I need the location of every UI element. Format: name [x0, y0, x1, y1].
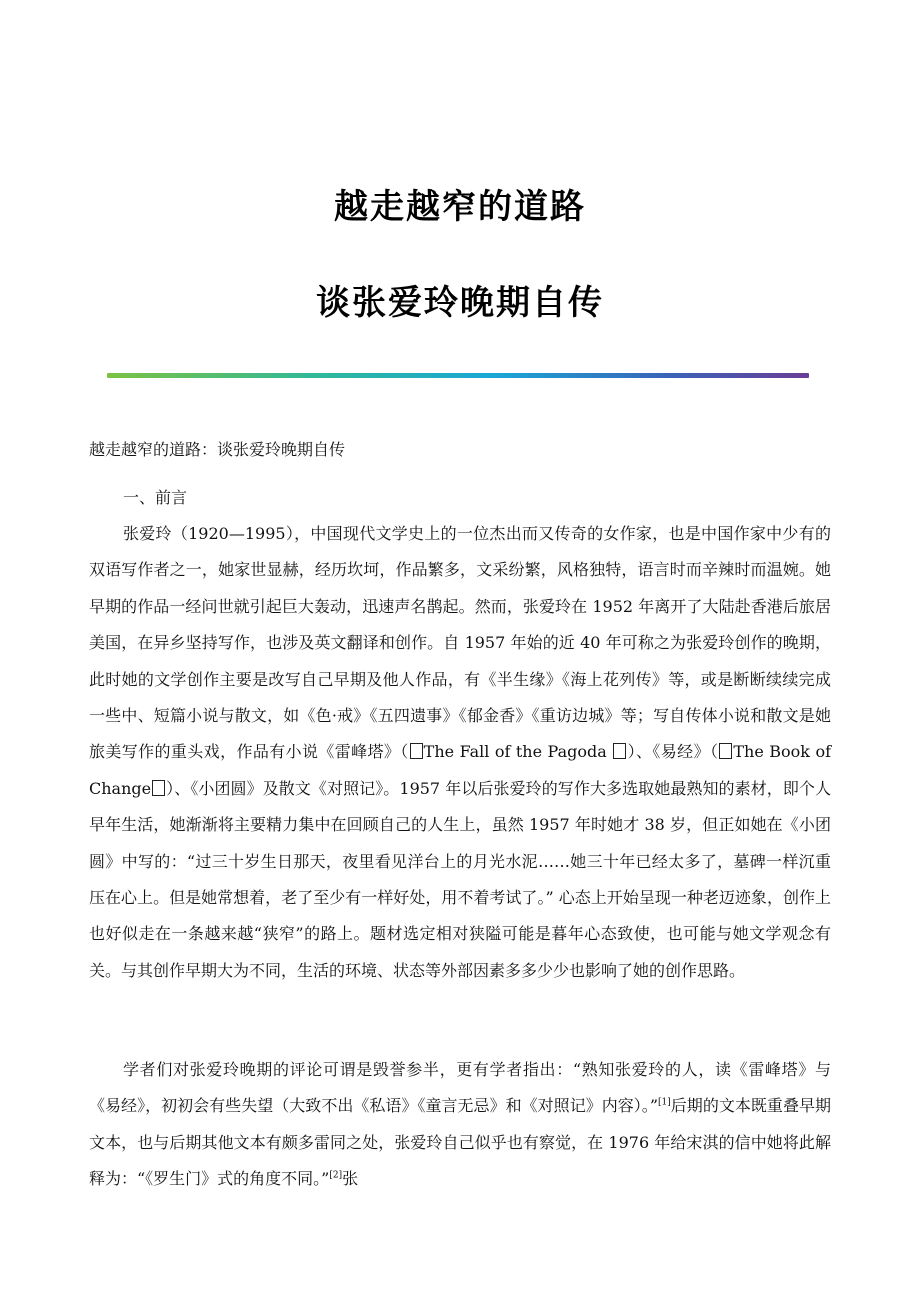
gradient-divider [107, 373, 809, 378]
paragraph-text: 后期的文本既重叠早期文本，也与后期其他文本有颇多雷同之处，张爱玲自己似乎也有察觉，在 1976 年给宋淇的信中她将此解释为：“《罗生门》式的角度不同。” [89, 1096, 831, 1189]
missing-glyph-box [719, 743, 732, 759]
document-title-line-2: 谈张爱玲晚期自传 [316, 283, 604, 323]
paragraph-text: 学者们对张爱玲晚期的评论可谓是毁誉参半，更有学者指出：“熟知张爱玲的人，读《雷峰塔》与《易经》，初初会有些失望（大致不出《私语》《童言无忌》和《对照记》内容）。” [89, 1060, 831, 1116]
missing-glyph-box [152, 780, 165, 796]
body-paragraph-2 [89, 1052, 831, 1198]
paragraph-text: 张爱玲（1920—1995），中国现代文学史上的一位杰出而又传奇的女作家，也是中国作家中少有的双语写作者之一，她家世显赫，经历坎坷，作品繁多，文采纷繁，风格独特，语言时而辛辣时而温婉。她早期的作品一经问世就引起巨大轰动，迅速声名鹊起。然而，张爱玲在 1952 年离开了大陆赴香港后旅居美国，在异乡坚持写作，也涉及英文翻译和创作。自 1957 年始的近 40 年可称之为张爱玲创作的晚期，此时她的文学创作主要是改写自己早期及他人作品，有《半生缘》《海上花列传》等，或是断断续续完成一些中、短篇小说与散文，如《色·戒》《五四遗事》《郁金香》《重访边城》等；写自传体小说和散文是她旅美写作的重头戏，作品有小说《雷峰塔》（ [89, 524, 831, 762]
footnote-ref-1[interactable]: [1] [658, 1098, 671, 1109]
missing-glyph-box [613, 743, 626, 759]
english-title-change: The Book of Change [89, 742, 832, 798]
footnote-ref-2[interactable]: [2] [329, 1170, 343, 1181]
section-heading-intro: 一、前言 [123, 488, 188, 507]
missing-glyph-box [410, 743, 423, 759]
paragraph-text: ）、《易经》（ [627, 742, 719, 762]
english-title-pagoda: The Fall of the Pagoda [423, 742, 613, 762]
paragraph-text: 张 [342, 1169, 359, 1189]
paragraph-text: ）、《小团圆》及散文《对照记》。1957 年以后张爱玲的写作大多选取她最熟知的素材，即个人早年生活，她渐渐将主要精力集中在回顾自己的人生上，虽然 1957 年时她才 38 岁，但正如她在《小团圆》中写的：“过三十岁生日那天，夜里看见洋台上的月光水泥……她三十年已经太多了，墓碑一样沉重压在心上。但是她常想着，老了至少有一样好处，用不着考试了。” 心态上开始呈现一种老迈迹象，创作上也好似走在一条越来越“狭窄”的路上。题材选定相对狭隘可能是暮年心态致使，也可能与她文学观念有关。与其创作早期大为不同，生活的环境、状态等外部因素多多少少也影响了她的创作思路。 [89, 778, 831, 980]
body-paragraph-1 [89, 516, 831, 989]
document-title-line-1: 越走越窄的道路 [334, 187, 586, 227]
article-subtitle: 越走越窄的道路：谈张爱玲晚期自传 [89, 440, 346, 459]
